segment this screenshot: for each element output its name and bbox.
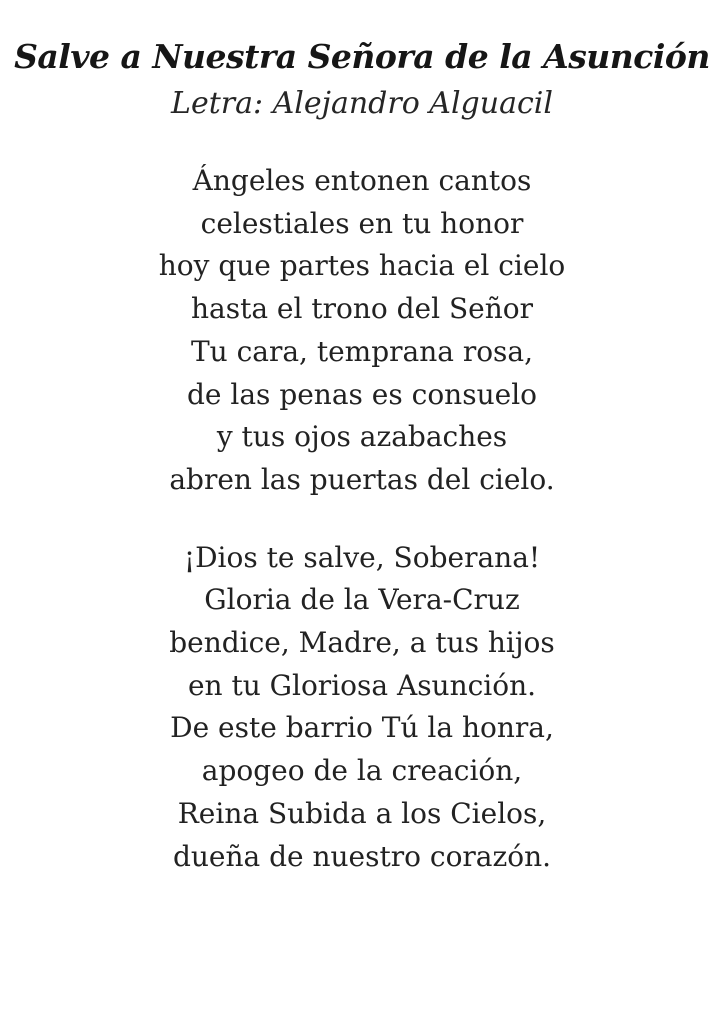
poem-line: Tu cara, temprana rosa, xyxy=(190,334,534,368)
poem-line: hasta el trono del Señor xyxy=(190,292,534,326)
poem-line: celestiales en tu honor xyxy=(200,206,524,240)
page-subtitle: Letra: Alejandro Alguacil xyxy=(171,86,553,121)
poem-line: de las penas es consuelo xyxy=(187,377,537,411)
poem-line: hoy que partes hacia el cielo xyxy=(158,249,566,283)
poem-line: abren las puertas del cielo. xyxy=(169,462,555,496)
poem-line: y tus ojos azabaches xyxy=(216,420,508,454)
poem-body xyxy=(0,160,724,878)
poem-line: dueña de nuestro corazón. xyxy=(172,839,552,873)
poem-line: Gloria de la Vera-Cruz xyxy=(204,583,520,617)
poem-line: en tu Gloriosa Asunción. xyxy=(187,668,537,702)
poem-line: ¡Dios te salve, Soberana! xyxy=(183,540,541,574)
stanza-2 xyxy=(0,537,724,879)
poem-line: apogeo de la creación, xyxy=(201,754,523,788)
poem-line: Ángeles entonen cantos xyxy=(192,164,532,197)
poem-line: De este barrio Tú la honra, xyxy=(170,711,554,745)
stanza-1 xyxy=(0,160,724,502)
poem-line: bendice, Madre, a tus hijos xyxy=(169,626,555,660)
poem-line: Reina Subida a los Cielos, xyxy=(177,796,547,830)
page-title: Salve a Nuestra Señora de la Asunción xyxy=(14,37,710,76)
